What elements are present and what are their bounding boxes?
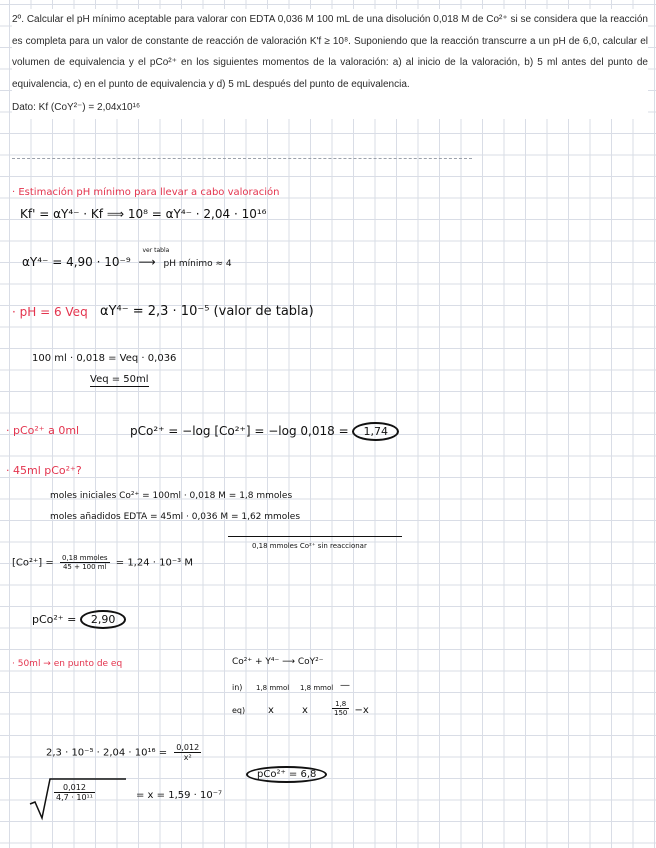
moles-initial: moles iniciales Co²⁺ = 100ml · 0,018 M = 1,8 mmoles xyxy=(50,491,293,501)
heading-45ml: · 45ml pCo²⁺? xyxy=(6,464,82,477)
row-in-y: 1,8 mmol xyxy=(300,684,334,692)
heading-50ml: · 50ml → en punto de eq xyxy=(12,659,123,669)
equation-veq: 100 ml · 0,018 = Veq · 0,036 xyxy=(32,353,177,364)
row-in-co: 1,8 mmol xyxy=(256,684,290,692)
answer-oval-2: 2,90 xyxy=(80,610,127,629)
ph-min: pH mínimo ≈ 4 xyxy=(163,259,232,269)
sqrt-fraction: $\frac{0,012}{\text{4,7 · 10¹¹}}$ xyxy=(56,783,93,802)
equation-x-result: = x = 1,59 · 10⁻⁷ xyxy=(136,790,223,801)
heading-0ml: · pCo²⁺ a 0ml xyxy=(6,424,80,437)
answer-oval-3: pCo²⁺ = 6,8 xyxy=(246,766,327,783)
data-constant: Dato: Kf (CoY²⁻) = 2,04x10¹⁶ xyxy=(12,101,141,113)
problem-statement: 2º. Calcular el pH mínimo aceptable para valorar con EDTA 0,036 M 100 mL de una disolución 0,018 M de Co²⁺ si se considera que la reacción es completa para un valor de constante de reacción de valoración K'f ≥ 10⁸. Suponiendo que la reacción transcurre a un pH de 6,0, calcular el volumen de equivalencia y el pCo²⁺ en los siguientes momentos de la valoración: a) al inicio de la valoración, b) 5 ml antes del punto de equivalencia, c) en el punto de equivalencia y d) 5 mL después del punto de equivalencia. xyxy=(12,14,648,91)
row-in-label: in) xyxy=(232,683,243,692)
separator-line xyxy=(12,158,472,159)
final-answer xyxy=(246,766,327,783)
row-eq-coy: $\frac{1,8}{150}$ −x xyxy=(334,700,369,717)
arrow-label: ver tabla xyxy=(142,247,170,254)
reaction-equation: Co²⁺ + Y⁴⁻ ⟶ CoY²⁻ xyxy=(232,657,324,667)
row-eq-co: x xyxy=(268,705,274,716)
equation-pco-0ml: pCo²⁺ = −log [Co²⁺] = −log 0,018 = 1,74 xyxy=(130,422,399,441)
equation-conc-co: [Co²⁺] = $\frac{\text{0,18 mmoles}}{45 + 100 ml}$ = 1,24 · 10⁻³ M xyxy=(12,554,193,571)
equation-alpha xyxy=(22,247,232,269)
alpha-value: αY⁴⁻ = 4,90 · 10⁻⁹ xyxy=(22,255,131,269)
problem-statement-box xyxy=(12,9,648,119)
answer-oval-1: 1,74 xyxy=(352,422,399,441)
row-eq-label: eq) xyxy=(232,706,246,715)
moles-added: moles añadidos EDTA = 45ml · 0,036 M = 1,62 mmoles xyxy=(50,512,301,522)
equation-kf: Kf' = αY⁴⁻ · Kf ⟹ 10⁸ = αY⁴⁻ · 2,04 · 10¹⁶ xyxy=(20,207,267,221)
subtraction-line xyxy=(228,536,402,537)
moles-unreacted: 0,18 mmoles Co²⁺ sin reaccionar xyxy=(252,542,367,550)
arrow-ver-tabla: ver tabla ⟶ xyxy=(138,247,170,269)
equation-alpha-ph6: αY⁴⁻ = 2,3 · 10⁻⁵ (valor de tabla) xyxy=(100,304,314,319)
row-in-coy: — xyxy=(340,680,350,691)
heading-min-ph: · Estimación pH mínimo para llevar a cabo valoración xyxy=(12,187,280,198)
veq-result: Veq = 50ml xyxy=(90,374,149,385)
heading-ph6: · pH = 6 Veq xyxy=(12,305,88,319)
equation-k-calc: 2,3 · 10⁻⁵ · 2,04 · 10¹⁶ = $\frac{0,012}{\text{x²}}$ xyxy=(46,743,200,762)
equation-pco-45ml: pCo²⁺ = 2,90 xyxy=(32,610,126,629)
row-eq-y: x xyxy=(302,705,308,716)
